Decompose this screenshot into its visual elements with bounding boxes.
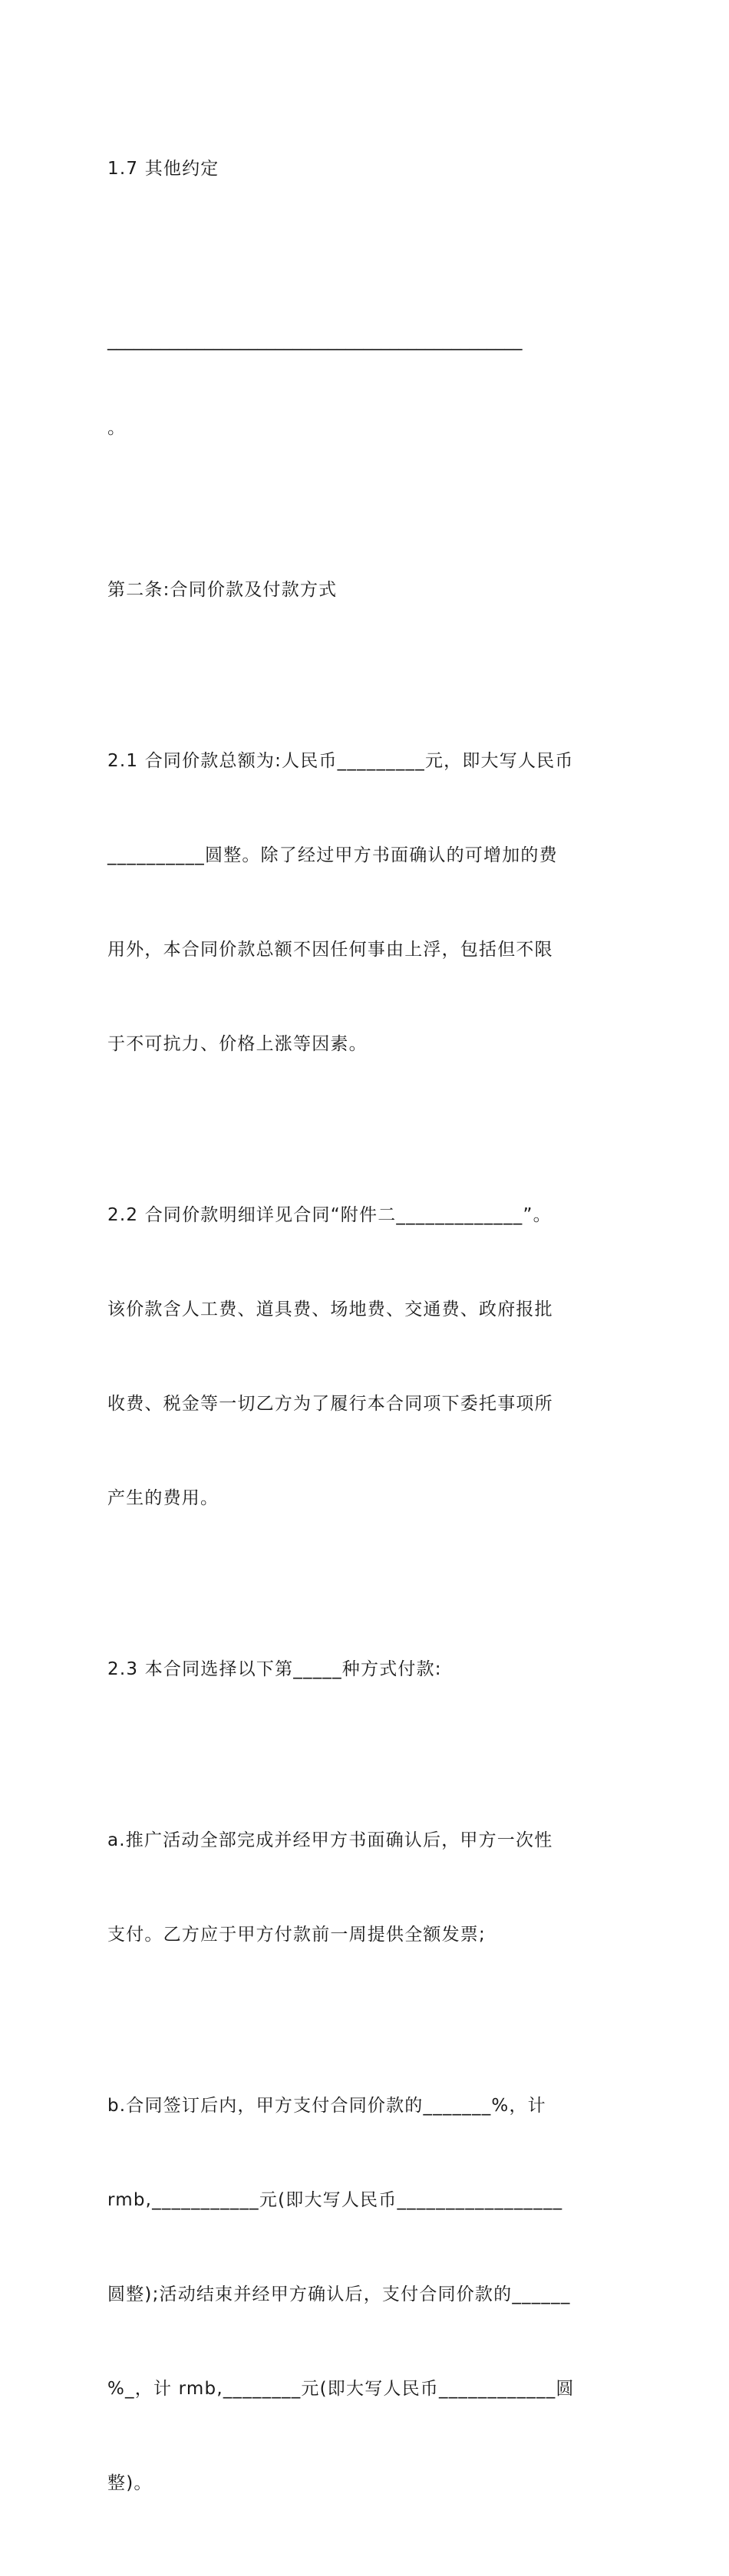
clause-2-2-line: 产生的费用。 [107, 1488, 219, 1508]
option-b-line: b.合同签订后内，甲方支付合同价款的_______%，计 [107, 2096, 546, 2116]
clause-2-3 [107, 1591, 629, 1748]
option-b-line: 整)。 [107, 2473, 153, 2493]
section-1-7-blank [107, 268, 629, 501]
clause-2-2-line: 2.2 合同价款明细详见合同“附件二_____________”。 [107, 1205, 552, 1225]
clause-2-1-line: 用外，本合同价款总额不因任何事由上浮，包括但不限 [107, 940, 553, 960]
clause-2-1-line: 2.1 合同价款总额为:人民币_________元，即大写人民币 [107, 751, 574, 771]
article-2 [107, 512, 629, 669]
section-1-7 [107, 91, 629, 248]
option-b-line: %_，计 rmb,________元(即大写人民币____________圆 [107, 2379, 575, 2399]
clause-2-1-line: __________圆整。除了经过甲方书面确认的可增加的费 [107, 845, 558, 865]
clause-2-1-line: 于不可抗力、价格上涨等因素。 [107, 1034, 368, 1054]
option-b-line: rmb,___________元(即大写人民币_________________ [107, 2190, 563, 2210]
clause-2-2-line: 收费、税金等一切乙方为了履行本合同项下委托事项所 [107, 1394, 553, 1414]
clause-2-2-line: 该价款含人工费、道具费、场地费、交通费、政府报批 [107, 1300, 553, 1319]
option-a-line: a.推广活动全部完成并经甲方书面确认后，甲方一次性 [107, 1830, 553, 1850]
option-b-line: 圆整);活动结束并经甲方确认后，支付合同价款的______ [107, 2284, 571, 2304]
clause-2-3-text: 2.3 本合同选择以下第_____种方式付款: [107, 1659, 442, 1679]
option-a-line: 支付。乙方应于甲方付款前一周提供全额发票; [107, 1925, 486, 1945]
clause-2-2 [107, 1137, 629, 1577]
document-page [107, 91, 629, 2576]
option-a [107, 1762, 629, 2014]
blank-line: _______________________________________________ [107, 331, 523, 351]
option-b [107, 2028, 629, 2562]
clause-2-1 [107, 683, 629, 1123]
article-2-heading: 第二条:合同价款及付款方式 [107, 580, 338, 600]
section-1-7-heading: 1.7 其他约定 [107, 159, 219, 179]
blank-end: 。 [107, 418, 127, 438]
